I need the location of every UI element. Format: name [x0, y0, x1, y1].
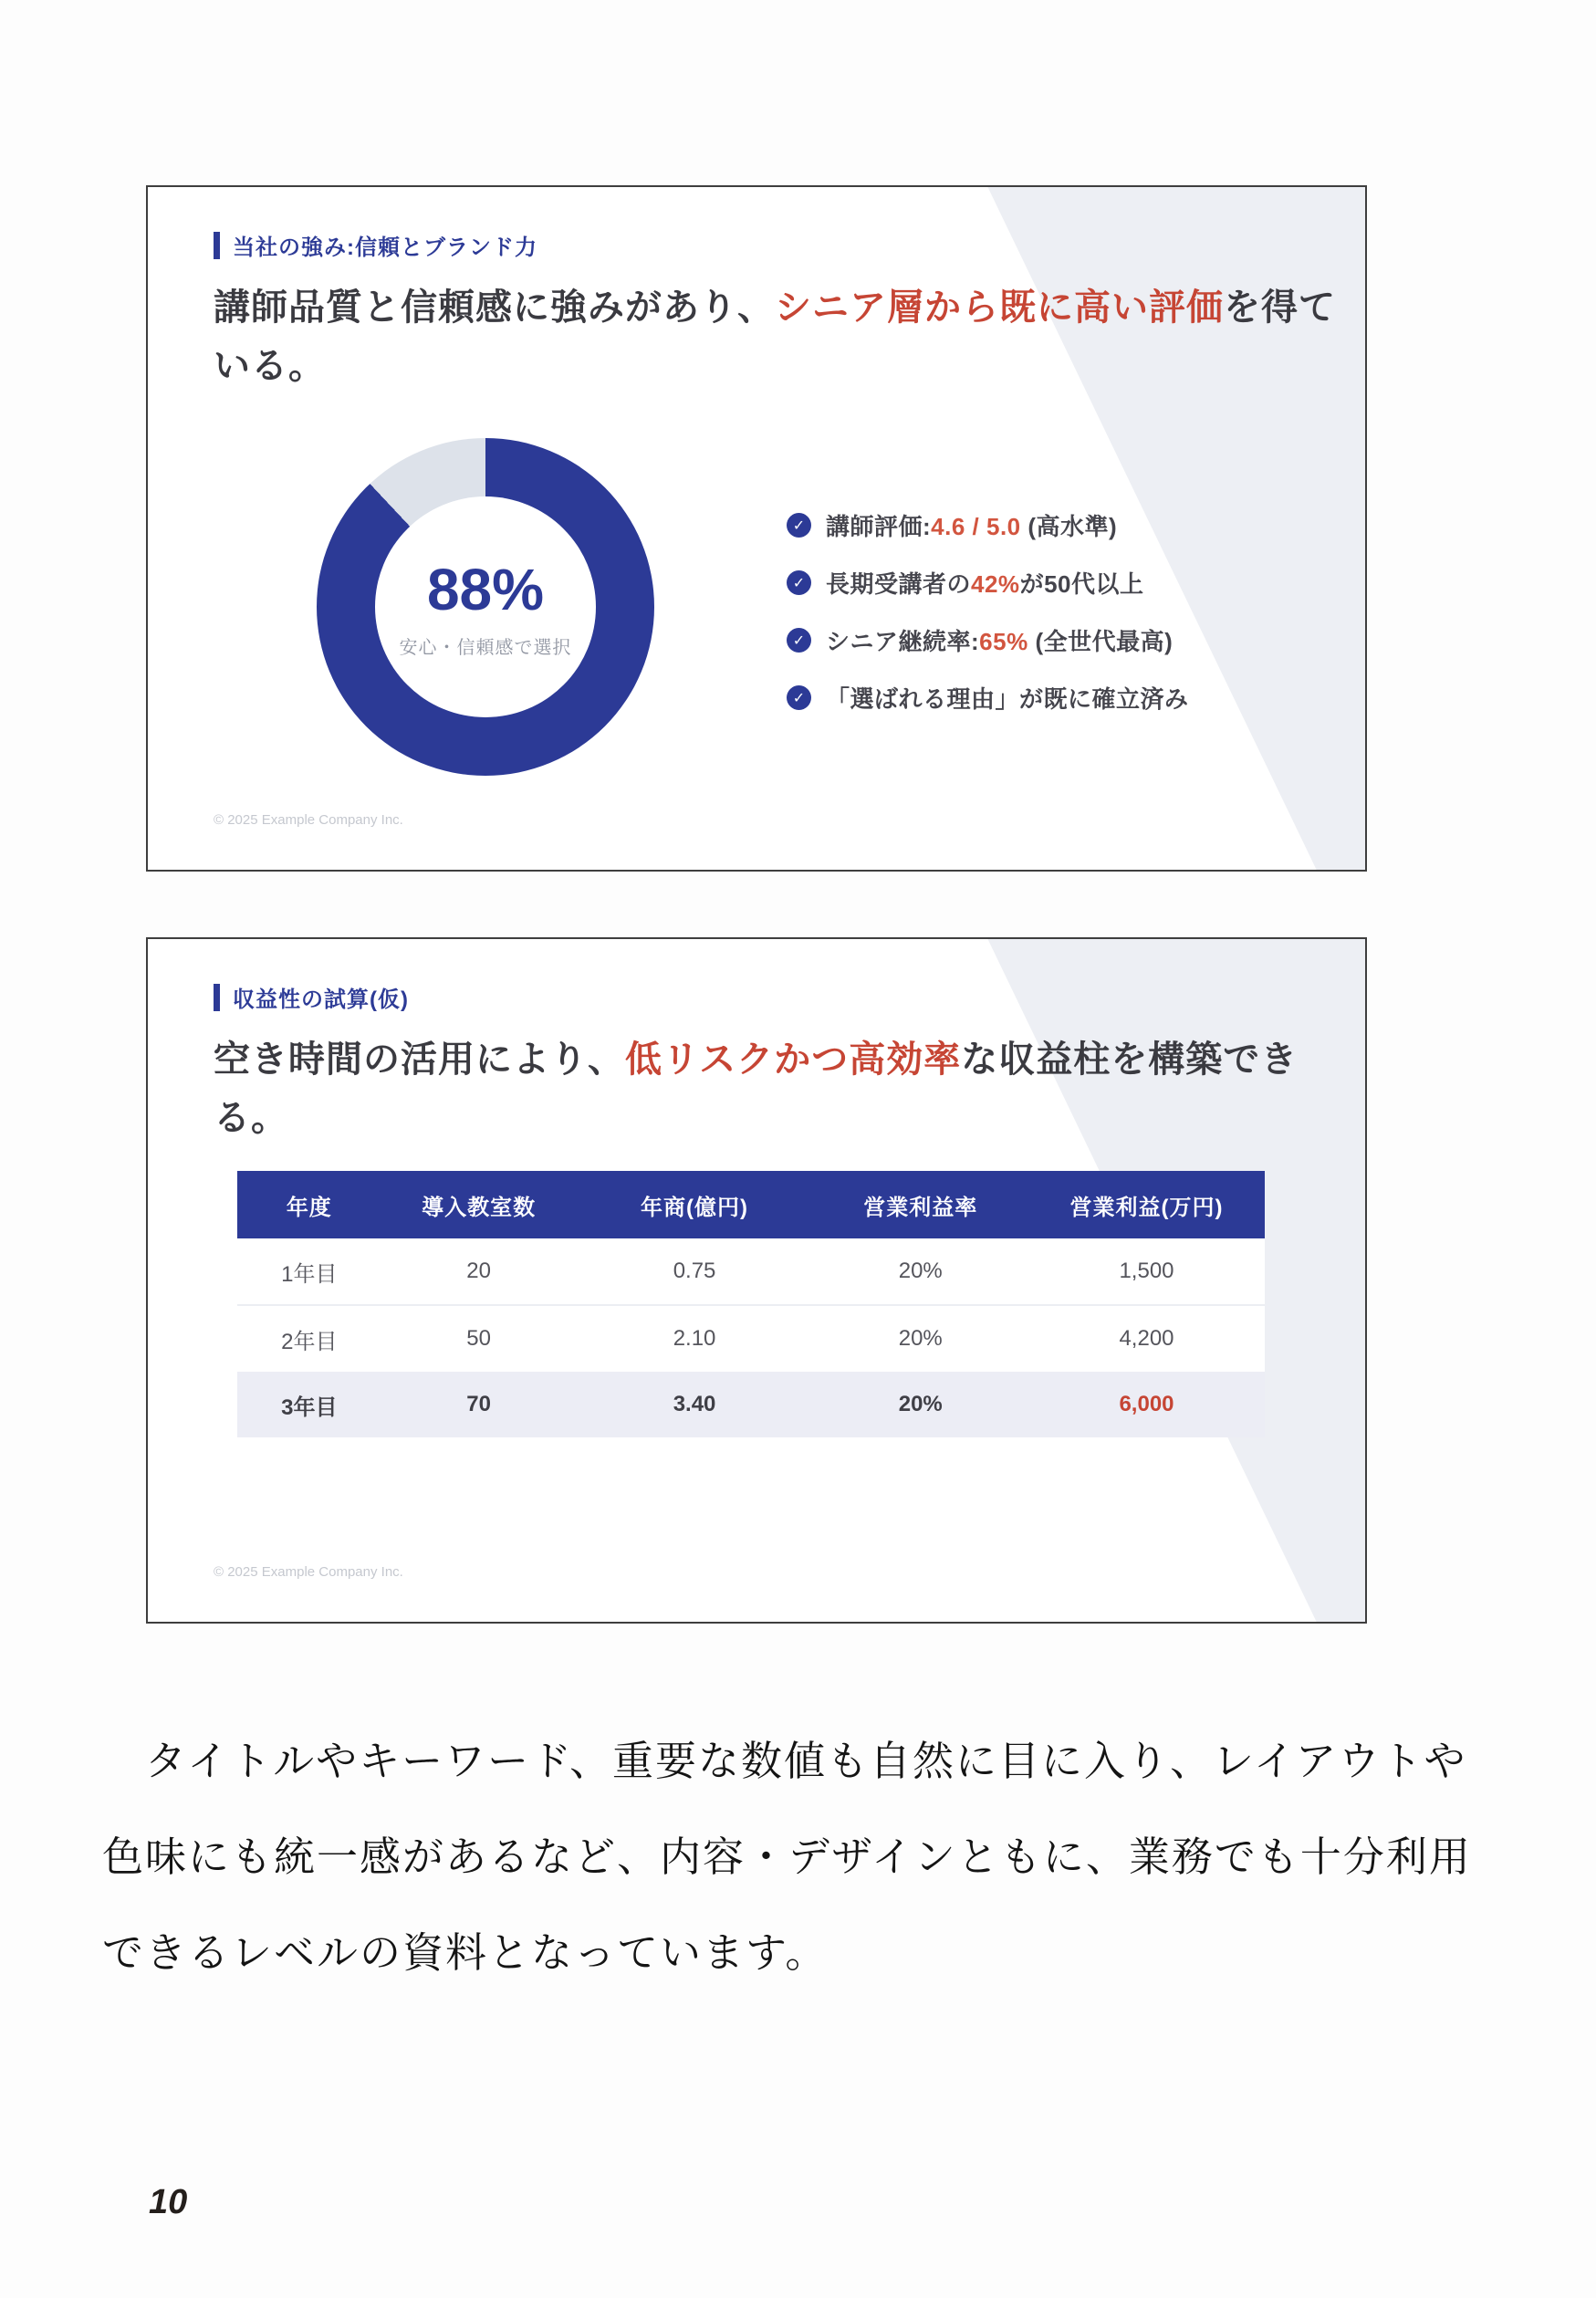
donut-value-label: 88%: [426, 556, 545, 622]
body-paragraph: [102, 1714, 1502, 2001]
donut-chart: [317, 438, 654, 776]
slide1-copyright: © 2025 Example Company Inc.: [214, 812, 403, 828]
slide1-kicker-label: 当社の強み:信頼とブランド力: [233, 235, 537, 260]
bullet-list: [787, 508, 1189, 738]
bullet-text: 長期受講者の42%が50代以上: [826, 570, 1144, 598]
slide1-title-post: を得ている。: [214, 287, 1336, 386]
kicker-bar-icon: [214, 984, 220, 1011]
bullet-text: シニア継続率:65% (全世代最高): [826, 628, 1174, 655]
slide1-kicker: [214, 229, 537, 261]
list-item: [787, 566, 1189, 600]
paragraph-line: タイトルやキーワード、重要な数値も自然に目に入り、レイアウトや: [102, 1739, 1467, 1784]
slide2-copyright: © 2025 Example Company Inc.: [214, 1564, 403, 1580]
column-header: 導入教室数: [381, 1171, 577, 1238]
kicker-bar-icon: [214, 232, 220, 259]
slide-card-strengths: [146, 185, 1367, 872]
slide1-title-em: シニア層から既に高い評価: [775, 287, 1224, 328]
table-row-highlighted: 3年目 70 3.40 20% 6,000: [237, 1372, 1265, 1437]
table-header-row: [237, 1171, 1265, 1238]
page-number: 10: [149, 2183, 188, 2221]
paragraph-line: 色味にも統一感があるなど、内容・デザインともに、業務でも十分利用: [102, 1834, 1472, 1880]
list-item: [787, 681, 1189, 715]
list-item: [787, 623, 1189, 657]
slide2-kicker: [214, 981, 409, 1013]
column-header: 年商(億円): [577, 1171, 813, 1238]
bullet-text: 「選ばれる理由」が既に確立済み: [826, 685, 1189, 713]
check-circle-icon: ✓: [787, 513, 811, 538]
column-header: 年度: [237, 1171, 381, 1238]
slide2-title: [214, 1030, 1361, 1147]
check-circle-icon: ✓: [787, 685, 811, 710]
column-header: 営業利益(万円): [1028, 1171, 1265, 1238]
slide2-title-em: 低リスクかつ高効率: [625, 1039, 962, 1080]
column-header: 営業利益率: [813, 1171, 1028, 1238]
table-row: 1年目 20 0.75 20% 1,500: [237, 1238, 1265, 1305]
donut-caption: 安心・信頼感で選択: [399, 637, 572, 658]
table-row: 2年目 50 2.10 20% 4,200: [237, 1305, 1265, 1372]
bullet-text: 講師評価:4.6 / 5.0 (高水準): [826, 513, 1118, 540]
paragraph-line: できるレベルの資料となっています。: [102, 1930, 829, 1976]
slide2-title-post: な収益柱を構築できる。: [214, 1039, 1299, 1138]
slide1-title: [214, 278, 1361, 395]
slide-card-profit-simulation: [146, 937, 1367, 1624]
check-circle-icon: ✓: [787, 570, 811, 595]
slide1-title-pre: 講師品質と信頼感に強みがあり、: [214, 287, 775, 328]
profit-simulation-table: [237, 1171, 1265, 1437]
donut-hole: [375, 496, 596, 717]
list-item: [787, 508, 1189, 542]
slide2-title-pre: 空き時間の活用により、: [214, 1039, 625, 1080]
slide2-kicker-label: 収益性の試算(仮): [233, 987, 409, 1012]
highlighted-profit-value: 6,000: [1028, 1372, 1265, 1437]
check-circle-icon: ✓: [787, 628, 811, 653]
